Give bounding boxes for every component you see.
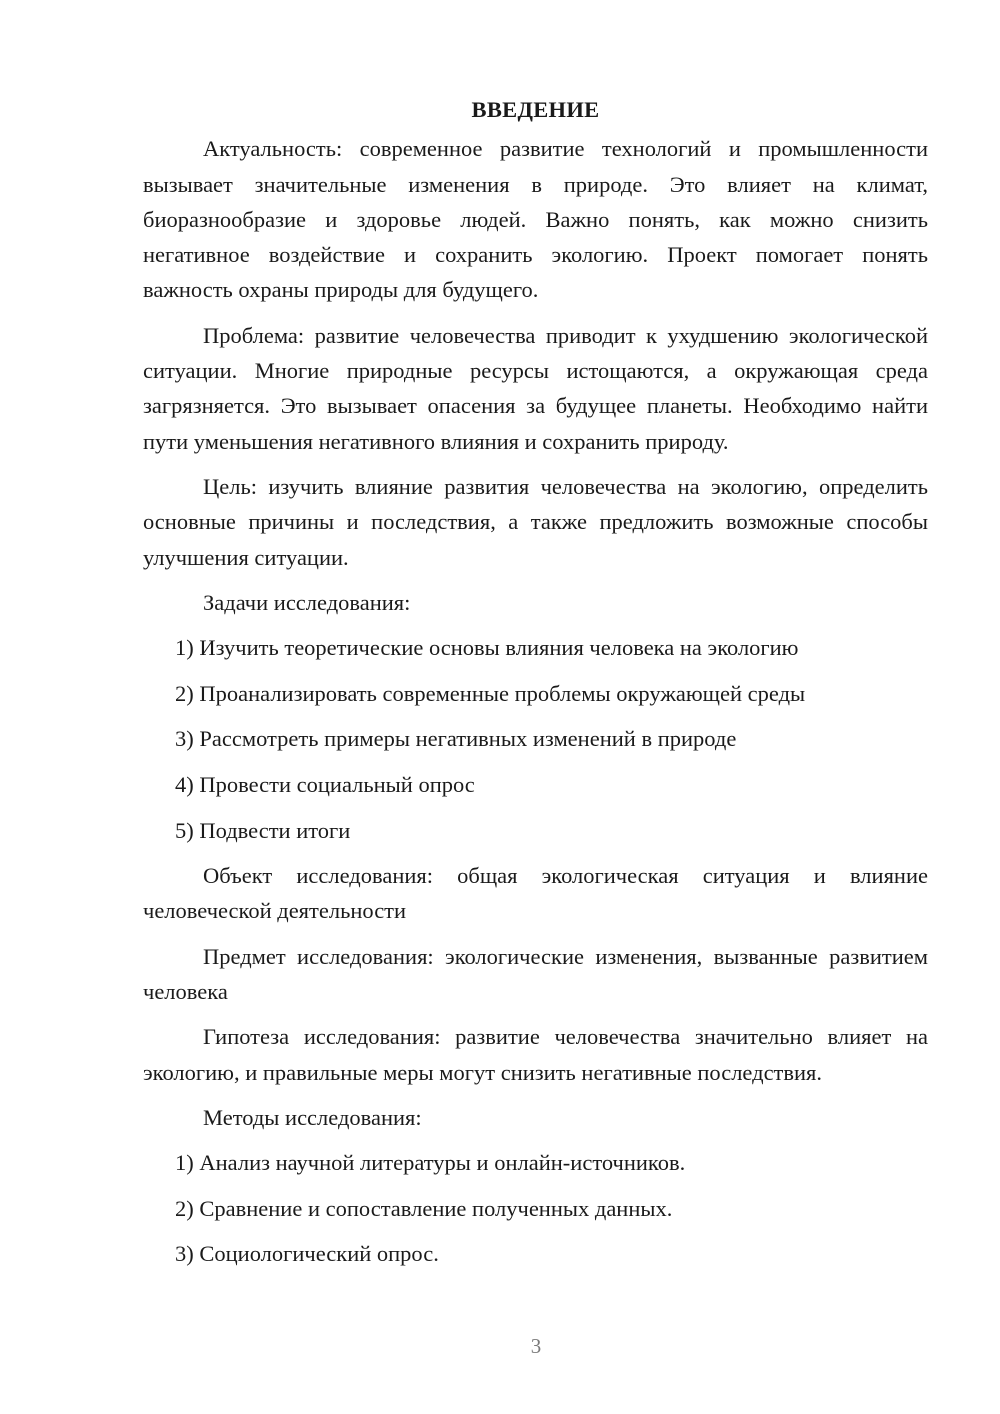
page-title: ВВЕДЕНИЕ bbox=[471, 97, 600, 122]
tasks-heading: Задачи исследования: bbox=[203, 589, 411, 615]
list-item: 4) Провести социальный опрос bbox=[175, 771, 475, 797]
list-item: 2) Сравнение и сопоставление полученных данных. bbox=[175, 1195, 673, 1221]
tasks-list bbox=[143, 630, 928, 848]
subject-paragraph: Предмет исследования: экологические изменения, вызванные развитием человека bbox=[143, 943, 928, 1005]
list-item: 1) Анализ научной литературы и онлайн-источников. bbox=[175, 1150, 686, 1176]
relevance-paragraph: Актуальность: современное развитие технологий и промышленности вызывает значительные изменения в природе. Это влияет на климат, биоразнообразие и здоровье людей. Важно понять, как можно снизить негативное воздействие и сохранить экологию. Проект помогает понять важность охраны природы для будущего. bbox=[143, 136, 928, 303]
methods-list bbox=[143, 1145, 928, 1271]
list-item: 3) Рассмотреть примеры негативных изменений в природе bbox=[175, 726, 737, 752]
list-item: 2) Проанализировать современные проблемы окружающей среды bbox=[175, 680, 806, 706]
document-page bbox=[143, 92, 928, 1282]
object-paragraph: Объект исследования: общая экологическая ситуация и влияние человеческой деятельности bbox=[143, 863, 928, 924]
list-item: 5) Подвести итоги bbox=[175, 817, 351, 843]
problem-paragraph: Проблема: развитие человечества приводит к ухудшению экологической ситуации. Многие природные ресурсы истощаются, а окружающая среда загрязняется. Это вызывает опасения за будущее планеты. Необходимо найти пути уменьшения негативного влияния и сохранить природу. bbox=[143, 322, 928, 454]
page-number: 3 bbox=[530, 1334, 542, 1358]
goal-paragraph: Цель: изучить влияние развития человечества на экологию, определить основные причины и последствия, а также предложить возможные способы улучшения ситуации. bbox=[143, 473, 928, 570]
methods-heading: Методы исследования: bbox=[203, 1104, 422, 1130]
hypothesis-paragraph: Гипотеза исследования: развитие человечества значительно влияет на экологию, и правильные меры могут снизить негативные последствия. bbox=[143, 1024, 928, 1085]
list-item: 3) Социологический опрос. bbox=[175, 1241, 439, 1267]
list-item: 1) Изучить теоретические основы влияния человека на экологию bbox=[175, 635, 799, 661]
